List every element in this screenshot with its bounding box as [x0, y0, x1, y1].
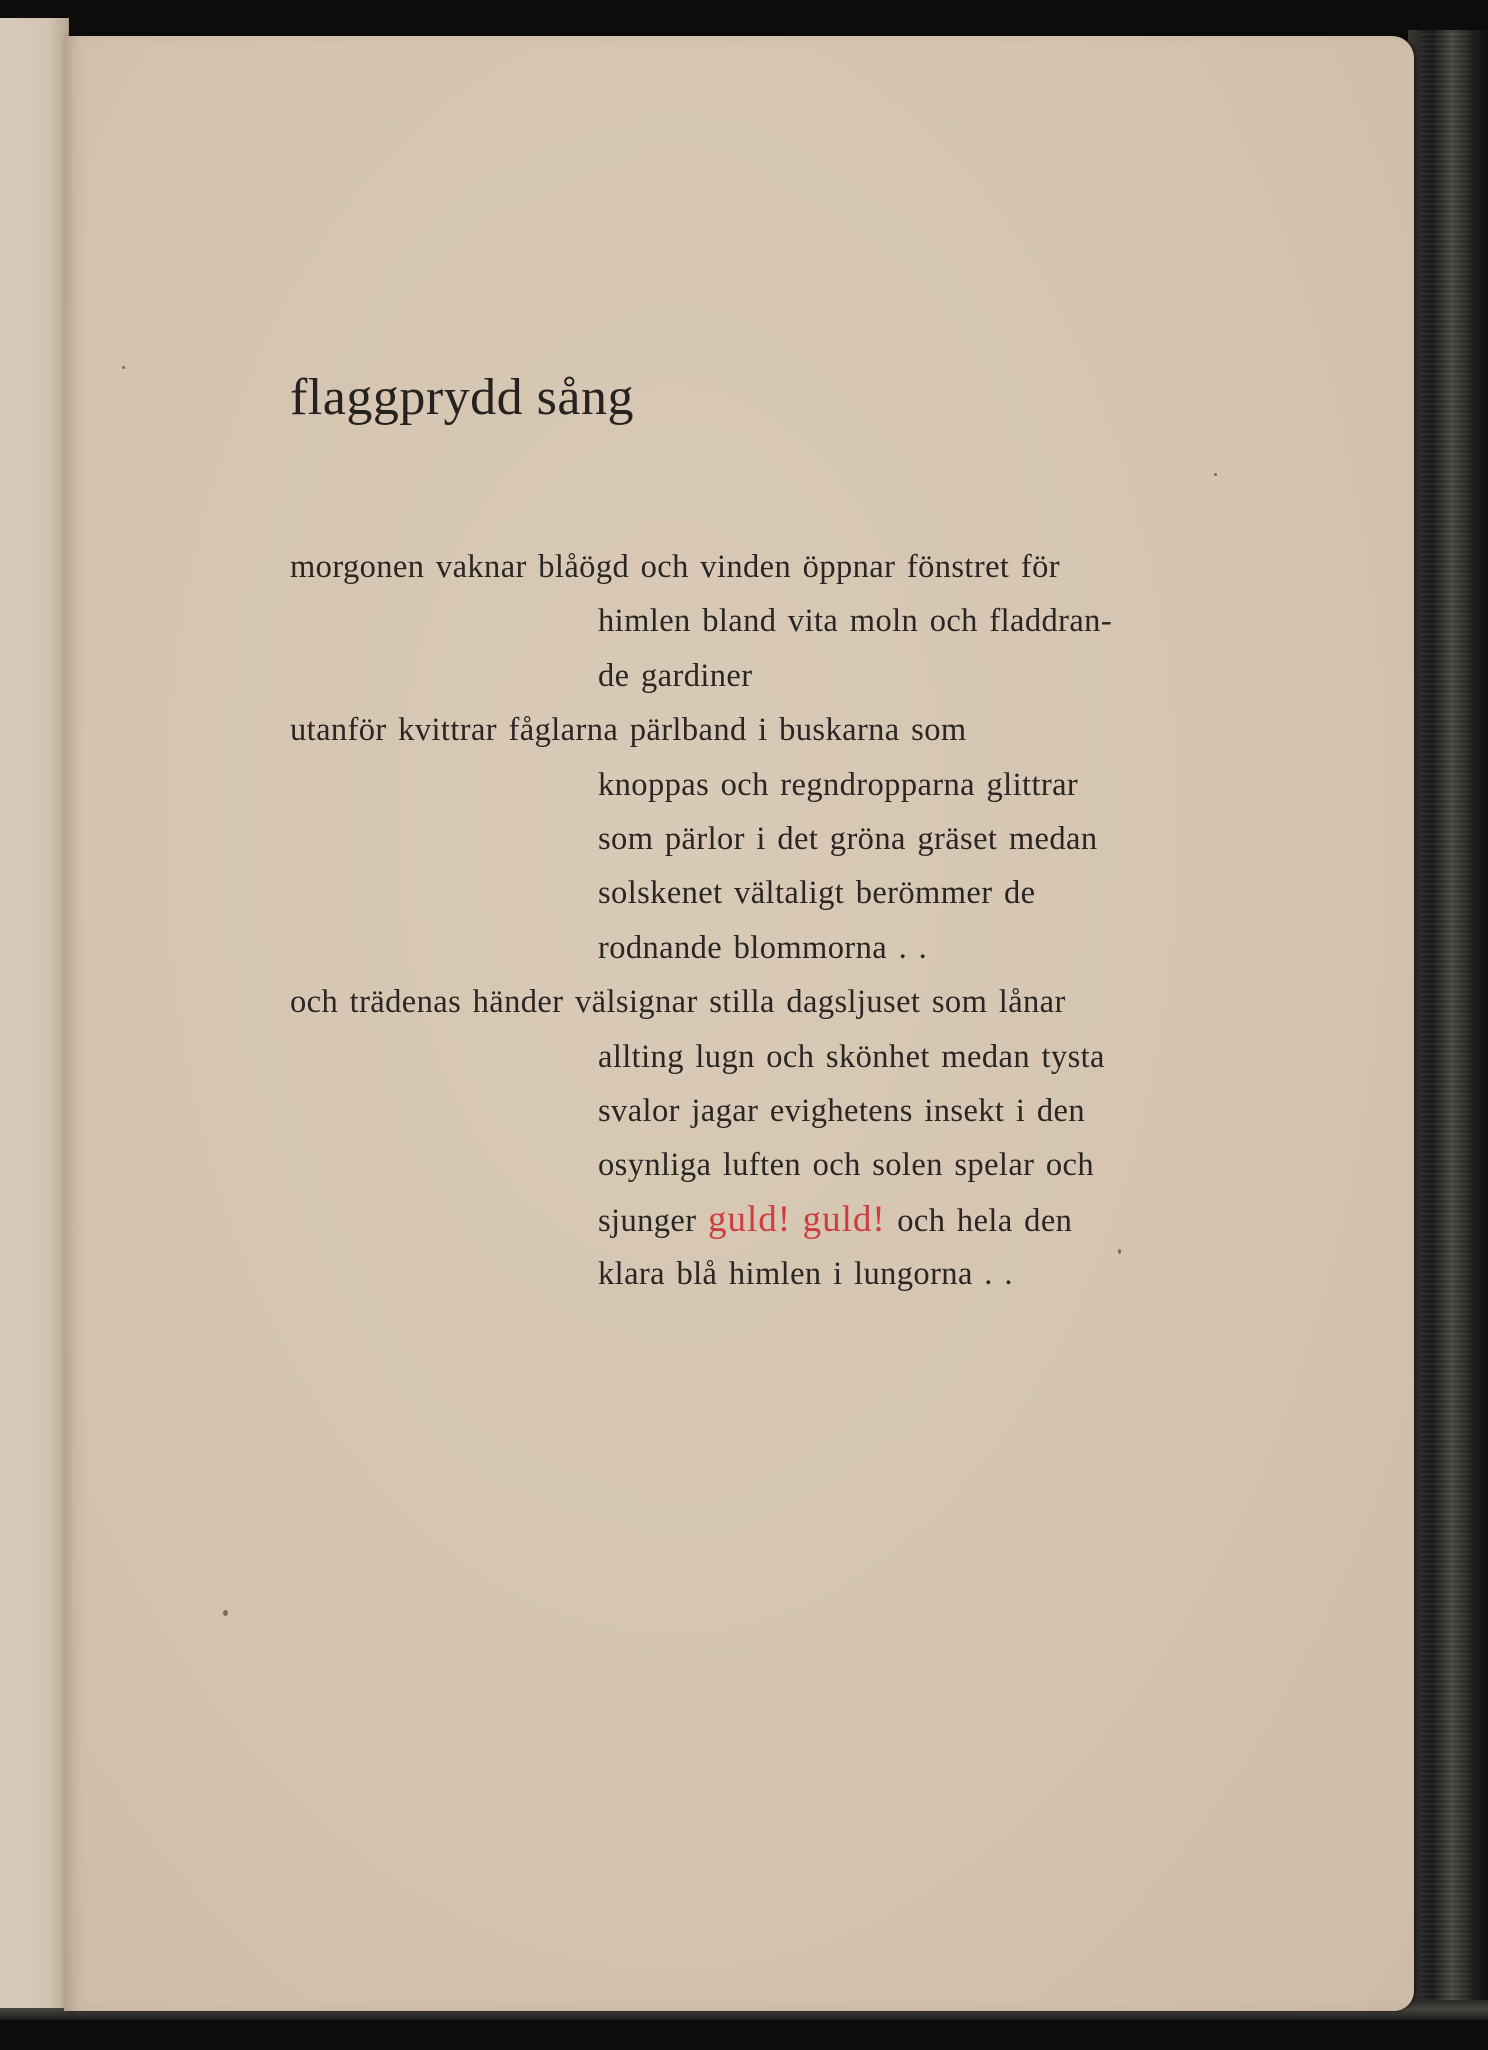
poem-line: morgonen vaknar blåögd och vinden öppnar fönstret för: [290, 549, 1060, 585]
page: [64, 36, 1414, 2011]
poem-line: och trädenas händer välsignar stilla dagsljuset som lånar: [290, 984, 1066, 1021]
poem-line: som pärlor i det gröna gräset medan: [598, 820, 1098, 857]
text-fragment: och hela den: [885, 1202, 1073, 1239]
paper-speck: [122, 366, 125, 369]
poem-line: utanför kvittrar fåglarna pärlband i buskarna som: [290, 712, 967, 749]
text-fragment: sjunger: [598, 1202, 708, 1239]
poem-body: [290, 540, 1250, 1301]
text-fragment: [791, 1203, 803, 1239]
poem-line: de gardiner: [598, 657, 753, 694]
flyleaf-page: [0, 18, 69, 2008]
red-word: guld!: [708, 1198, 792, 1240]
poem-line: allting lugn och skönhet medan tysta: [598, 1038, 1105, 1075]
poem-line: solskenet vältaligt berömmer de: [598, 875, 1036, 912]
poem-line: osynliga luften och solen spelar och: [598, 1147, 1095, 1184]
paper-speck: [223, 1610, 228, 1616]
poem-line: klara blå himlen i lungorna . .: [598, 1256, 1013, 1293]
paper-speck: [1118, 1249, 1121, 1254]
poem-line: svalor jagar evighetens insekt i den: [598, 1092, 1085, 1129]
paper-speck: [1214, 473, 1217, 476]
poem-title: flaggprydd sång: [290, 369, 634, 426]
poem-line: knoppas och regndropparna glittrar: [598, 766, 1079, 803]
poem-line: himlen bland vita moln och fladdran-: [598, 603, 1113, 640]
red-word: guld!: [802, 1198, 886, 1240]
book-cover-edge: [1408, 30, 1488, 2020]
poem-line: rodnande blommorna . .: [598, 929, 928, 966]
poem-line-with-red: [290, 1193, 1250, 1247]
